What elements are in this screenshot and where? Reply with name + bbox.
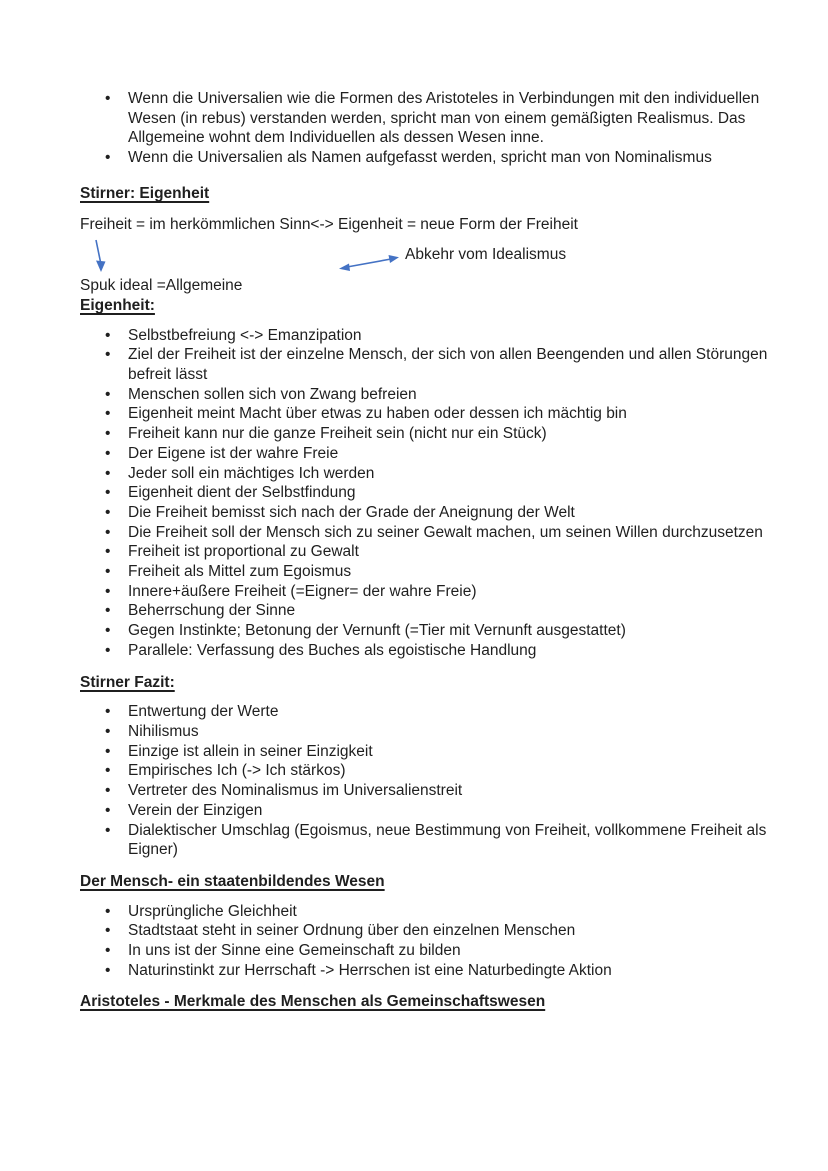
bullet-item: • In uns ist der Sinne eine Gemeinschaft zu bilden (128, 941, 790, 961)
bullet-item: • Ursprüngliche Gleichheit (128, 902, 790, 922)
bullet-item: • Beherrschung der Sinne (128, 601, 790, 621)
bullet-item: • Dialektischer Umschlag (Egoismus, neue Bestimmung von Freiheit, vollkommene Freiheit als Eigner) (128, 821, 790, 860)
bullet-item: • Empirisches Ich (-> Ich stärkos) (128, 761, 790, 781)
heading-stirner-eigenheit: Stirner: Eigenheit (80, 184, 210, 202)
bullet-item: • Die Freiheit soll der Mensch sich zu seiner Gewalt machen, um seinen Willen durchzusetzen (128, 523, 790, 543)
universalien-bullet-list (80, 89, 790, 168)
bullet-item: • Jeder soll ein mächtiges Ich werden (128, 464, 790, 484)
bullet-item: • Freiheit als Mittel zum Egoismus (128, 562, 790, 582)
bullet-item: • Verein der Einzigen (128, 801, 790, 821)
bullet-item: • Wenn die Universalien als Namen aufgefasst werden, spricht man von Nominalismus (128, 148, 790, 168)
heading-eigenheit: Eigenheit: (80, 296, 155, 314)
bullet-item: • Ziel der Freiheit ist der einzelne Mensch, der sich von allen Beengenden und allen Störungen befreit lässt (128, 345, 790, 384)
bullet-item: • Parallele: Verfassung des Buches als egoistische Handlung (128, 641, 790, 661)
bullet-item: • Freiheit ist proportional zu Gewalt (128, 542, 790, 562)
down-arrow-icon (92, 239, 110, 273)
heading-stirner-fazit: Stirner Fazit: (80, 673, 175, 691)
bullet-item: • Stadtstaat steht in seiner Ordnung über den einzelnen Menschen (128, 921, 790, 941)
spuk-ideal-line: Spuk ideal =Allgemeine (80, 277, 243, 295)
eigenheit-bullet-list (80, 326, 790, 661)
bullet-item: • Naturinstinkt zur Herrschaft -> Herrschen ist eine Naturbedingte Aktion (128, 961, 790, 981)
bullet-item: • Entwertung der Werte (128, 702, 790, 722)
bullet-item: • Wenn die Universalien wie die Formen des Aristoteles in Verbindungen mit den individuellen Wesen (in rebus) verstanden werden, spricht man von einem gemäßigten Realismus. Das Allgemeine wohnt dem Individuellen als dessen Wesen inne. (128, 89, 790, 148)
heading-aristoteles-merkmale: Aristoteles - Merkmale des Menschen als Gemeinschaftswesen (80, 993, 546, 1011)
bullet-item: • Selbstbefreiung <-> Emanzipation (128, 326, 790, 346)
double-arrow-icon (338, 254, 400, 272)
freiheit-eigenheit-line: Freiheit = im herkömmlichen Sinn<-> Eigenheit = neue Form der Freiheit (80, 215, 578, 233)
bullet-item: • Vertreter des Nominalismus im Universalienstreit (128, 781, 790, 801)
bullet-item: • Menschen sollen sich von Zwang befreien (128, 385, 790, 405)
bullet-item: • Der Eigene ist der wahre Freie (128, 444, 790, 464)
bullet-item: • Eigenheit meint Macht über etwas zu haben oder dessen ich mächtig bin (128, 404, 790, 424)
bullet-item: • Freiheit kann nur die ganze Freiheit sein (nicht nur ein Stück) (128, 424, 790, 444)
bullet-item: • Gegen Instinkte; Betonung der Vernunft (=Tier mit Vernunft ausgestattet) (128, 621, 790, 641)
mensch-bullet-list (80, 902, 790, 981)
bullet-item: • Eigenheit dient der Selbstfindung (128, 483, 790, 503)
bullet-item: • Nihilismus (128, 722, 790, 742)
annotation-zone (80, 234, 790, 276)
bullet-item: • Innere+äußere Freiheit (=Eigner= der wahre Freie) (128, 582, 790, 602)
heading-mensch-staatenbildend: Der Mensch- ein staatenbildendes Wesen (80, 872, 385, 890)
abkehr-idealismus-label: Abkehr vom Idealismus (405, 246, 567, 264)
bullet-item: • Einzige ist allein in seiner Einzigkeit (128, 742, 790, 762)
bullet-item: • Die Freiheit bemisst sich nach der Grade der Aneignung der Welt (128, 503, 790, 523)
fazit-bullet-list (80, 702, 790, 860)
